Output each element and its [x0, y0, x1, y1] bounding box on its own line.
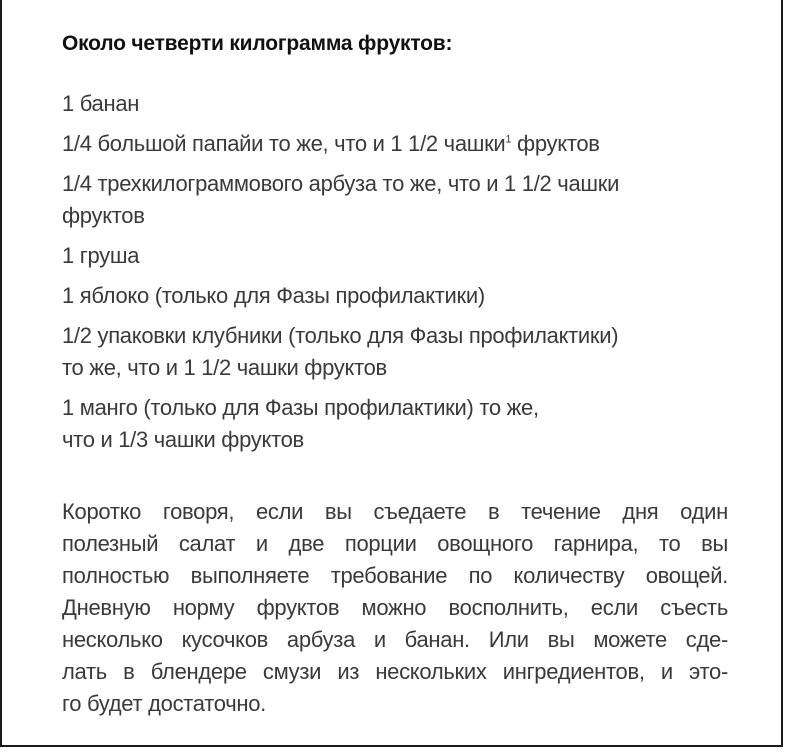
list-item-text: 1/4 большой папайи то же, что и 1 1/2 чашки [62, 131, 506, 156]
list-item-line: 1 банан [62, 91, 140, 116]
list-item-line: фруктов [62, 203, 145, 228]
summary-line: полезный салат и две порции овощного гарнира, то вы [62, 531, 728, 556]
content-area [62, 24, 728, 720]
summary-line: лать в блендере смузи из нескольких ингредиентов, и это- [62, 659, 728, 684]
summary-line: го будет достаточно. [62, 691, 266, 716]
list-item-text-tail: фруктов [511, 131, 600, 156]
summary-paragraph [62, 496, 728, 720]
list-item-line: 1/2 упаковки клубники (только для Фазы профилактики) [62, 323, 619, 348]
fruit-list [62, 88, 728, 456]
list-item [62, 280, 728, 312]
list-item [62, 392, 728, 456]
footnote-marker: 1 [505, 133, 512, 146]
summary-line: Дневную норму фруктов можно восполнить, если съесть [62, 595, 728, 620]
list-item [62, 128, 728, 160]
list-item [62, 240, 728, 272]
summary-line: полностью выполняете требование по количеству овощей. [62, 563, 728, 588]
list-item-line [62, 128, 728, 160]
list-item [62, 320, 728, 384]
summary-line: несколько кусочков арбуза и банан. Или вы можете сде- [62, 627, 728, 652]
list-item-line: 1/4 трехкилограммового арбуза то же, что и 1 1/2 чашки [62, 171, 620, 196]
summary-line: Коротко говоря, если вы съедаете в течение дня один [62, 499, 728, 524]
list-item-line: 1 яблоко (только для Фазы профилактики) [62, 283, 485, 308]
list-item [62, 168, 728, 232]
section-heading: Около четверти килограмма фруктов: [62, 32, 453, 55]
list-item-line: то же, что и 1 1/2 чашки фруктов [62, 355, 387, 380]
list-item [62, 88, 728, 120]
list-item-line: 1 манго (только для Фазы профилактики) то же, [62, 395, 539, 420]
list-item-line: что и 1/3 чашки фруктов [62, 427, 304, 452]
list-item-line: 1 груша [62, 243, 140, 268]
